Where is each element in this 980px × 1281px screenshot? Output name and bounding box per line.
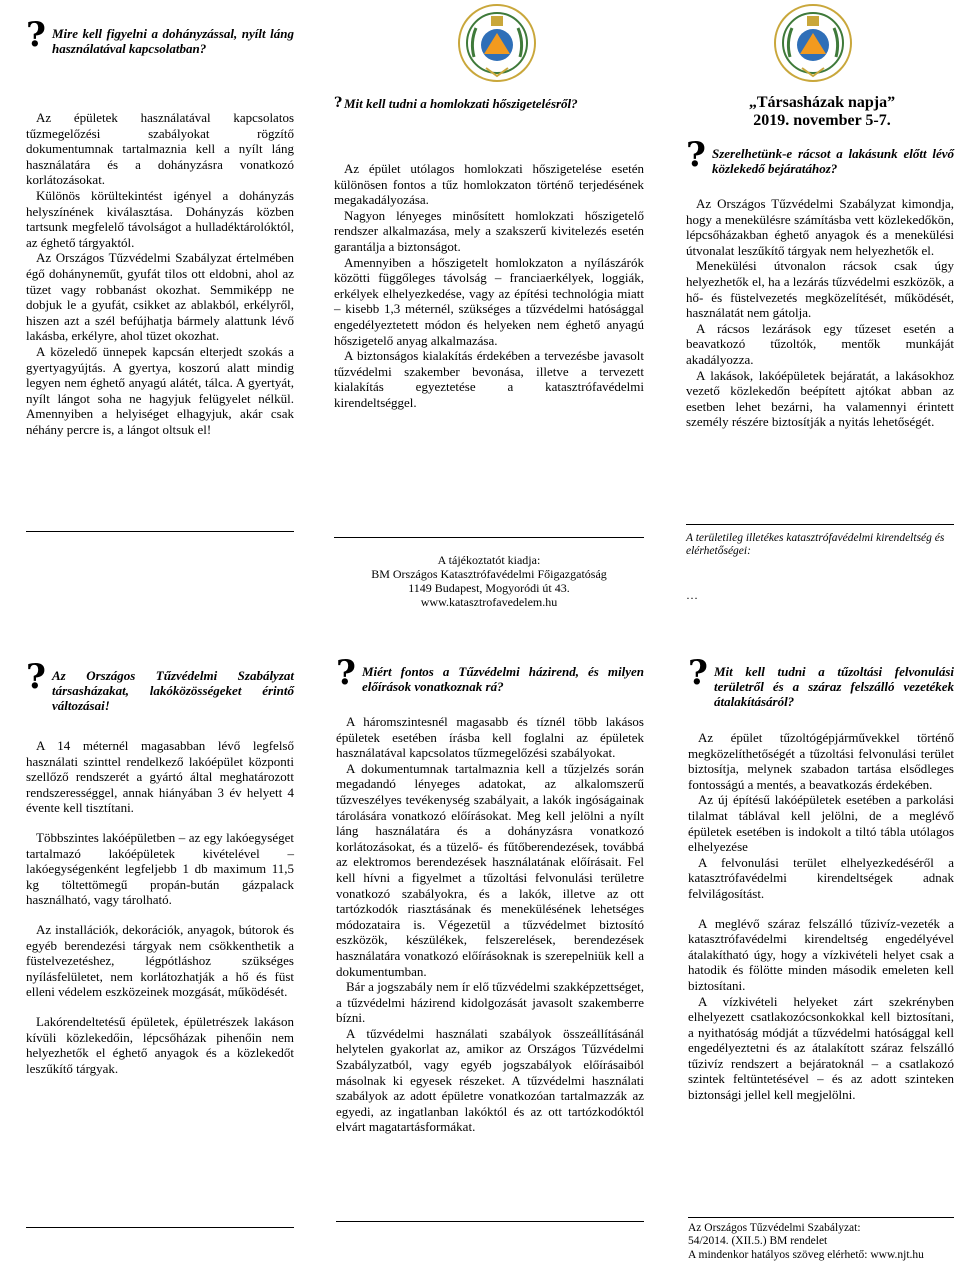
paragraph: A meglévő száraz felszálló tűzivíz-vezeték a katasztrófavédelmi kirendeltség engedélyével átalakítható úgy, hogy a vízkivételi helyet csak a hatodik és fölötte minden második emeleten kell biztosítani. <box>688 915 954 993</box>
paragraph: A háromszintesnél magasabb és tíznél több lakásos épületek esetében írásba kell foglalni az épületek használatával kapcsolatos tűzmegelőzési szabályokat. <box>336 714 644 761</box>
paragraph: A vízkivételi helyeket zárt szekrényben elhelyezett csatlakozócsonkokkal kell biztosítani, a nyithatóság módját a tűzvédelmi hatósággal kell engedélyeztetni és az átalakított száraz felszálló tűzivíz rendszert a bejáratoknál – a csatlakozó szintek feltüntetésével – és az adott szinteken biztonsági jellel kell megjelölni. <box>688 993 954 1103</box>
publisher-info: A tájékoztatót kiadja: BM Országos Katasztrófavédelmi Főigazgatóság 1149 Budapest, Mogyoródi út 43. www.katasztrofavedelem.hu <box>371 553 607 609</box>
paragraph: Különös körültekintést igényel a dohányzás helyszínének kiválasztása. Dohányzás közben tartsunk megfelelő távolságot a hulladéktárolóktól, az éghető tárgyaktól. <box>26 187 294 250</box>
paragraph: A tűzvédelmi használati szabályok összeállításánál helytelen gyakorlat az, amikor az Országos Tűzvédelmi Szabályzatból, vagy egyéb jogszabályok előírásaiból másolnak ki egyesek részeket. A tűzvédelmi használati szabályok az adott épületre vonatkozóan tartalmazzák az egyedi, az ingatlanban lakóktól és az ott tartózkodóktól elvárt magatartásformákat. <box>336 1025 644 1135</box>
divider-line <box>686 524 954 525</box>
question-mark-icon: ? <box>686 135 706 175</box>
law-reference: Az Országos Tűzvédelmi Szabályzat: 54/2014. (XII.5.) BM rendelet A mindenkor hatályos szöveg elérhető: www.njt.hu <box>688 1222 924 1261</box>
panel-access-road <box>688 653 954 709</box>
ellipsis-placeholder: … <box>686 588 698 602</box>
panel-smoking <box>26 15 294 56</box>
panel-grille-body <box>686 196 954 430</box>
disaster-management-emblem-icon <box>772 2 854 84</box>
question-grille: ? Szerelhetünk-e rácsot a lakásunk előtt lévő közlekedő bejáratához? <box>686 135 954 176</box>
paragraph: Az épületek használatával kapcsolatos tűzmegelőzési szabályokat rögzítő dokumentumnak tartalmaznia kell a nyílt láng használatára és a dohányzásra vonatkozó korlátozásokat. <box>26 110 294 188</box>
paragraph: A 14 méternél magasabban lévő legfelső használati szinttel rendelkező lakóépület központi szellőző rendszerét a gyártó által meghatározott rendszerességgel, annak hiányában 3 év helyett 4 évente kell tisztítani. <box>26 738 294 816</box>
divider-line <box>26 531 294 532</box>
paragraph: Az Országos Tűzvédelmi Szabályzat kimondja, hogy a menekülésre számításba vett közlekedőkön, lépcsőházakban éghető anyagok és a menekülési útvonalat leszűkítő tárgyak nem helyezhetők el. <box>686 196 954 258</box>
question-mark-icon: ? <box>26 657 46 697</box>
panel-house-rules-body <box>336 714 644 1135</box>
paragraph: Menekülési útvonalon rácsok csak úgy helyezhetők el, ha a lezárás tűzvédelmi eszközök, a hő- és füstelvezetés megközelítését, működését, használatát nem gátolja. <box>686 258 954 321</box>
contact-note: A területileg illetékes katasztrófavédelmi kirendeltség és elérhetőségei: <box>686 532 945 557</box>
panel-insulation-body <box>334 161 644 411</box>
paragraph: A dokumentumnak tartalmaznia kell a tűzjelzés során megadandó lényeges adatokat, az alkalomszerű tűzveszélyes tevékenység szabályait, a lakók ingóságainak tárolására vonatkozó előírásokat. Meg kell jelölni a nyílt láng használatára és a dohányzásra vonatkozó korlátozásokat, és a tüzelő- és fűtőberendezések, továbbá az elektromos berendezések használatának előírásait. Fel kell hívni a figyelmet a tűzoltási felvonulási területre vonatkozó szabályokra, és a lakók, illetve az ott tartózkodók riasztásának és menekülésének lehetséges módozataira is. Végezetül a tűzvédelmet biztosító eszközök, készülékek, felszerelések, berendezések használatára vonatkozó előírásoknak is szerepelniük kell a dokumentumban. <box>336 760 644 979</box>
paragraph: Bár a jogszabály nem ír elő tűzvédelmi szakképzettséget, a tűzvédelmi házirend kidolgozását javasolt szakemberre bízni. <box>336 979 644 1026</box>
panel-regulation-changes <box>26 657 294 713</box>
panel-smoking-body <box>26 110 294 437</box>
event-title: „Társasházak napja” 2019. november 5-7. <box>748 94 896 129</box>
question-regulation-changes: ? Az Országos Tűzvédelmi Szabályzat társasházakat, lakóközösségeket érintő változásai! <box>26 657 294 713</box>
panel-grille <box>686 135 954 176</box>
paragraph: Nagyon lényeges minősített homlokzati hőszigetelő rendszer alkalmazása, mely a szakszerű kivitelezés esetén garantálja a biztonságot. <box>334 207 644 254</box>
question-mark-icon: ? <box>688 653 708 693</box>
panel-regulation-changes-body <box>26 738 294 1076</box>
question-mark-icon: ? <box>336 653 356 693</box>
paragraph: A rácsos lezárások egy tűzeset esetén a beavatkozó tűzoltók, mentők munkáját akadályozza. <box>686 320 954 367</box>
paragraph: Az installációk, dekorációk, anyagok, bútorok és egyéb berendezési tárgyak nem csökkenthetik a füstelvezetéshez, légpótláshoz szükséges nyílásfelületet, nem korlátozhatják a hő és füst elleni védelem eszközeinek mozgását, működését. <box>26 921 294 1000</box>
panel-access-road-body <box>688 730 954 1103</box>
question-house-rules: ? Miért fontos a Tűzvédelmi házirend, és milyen előírások vonatkoznak rá? <box>336 653 644 694</box>
paragraph: A biztonságos kialakítás érdekében a tervezésbe javasolt tűzvédelmi szakember bevonása, illetve a tervezett kialakítás egyeztetése a katasztrófavédelmi kirendeltséggel. <box>334 348 644 410</box>
question-mark-icon: ? <box>334 95 343 111</box>
disaster-management-emblem-icon <box>456 2 538 84</box>
question-mark-icon: ? <box>26 15 46 55</box>
divider-line <box>334 537 644 538</box>
divider-line <box>26 1227 294 1228</box>
paragraph: Az új építésű lakóépületek esetében a parkolási tilalmat táblával kell jelölni, de a meglévő épületek esetében is indokolt a tiltó tábla utólagos elhelyezése <box>688 792 954 855</box>
divider-line <box>688 1217 954 1218</box>
panel-insulation <box>334 96 602 111</box>
paragraph: Amennyiben a hőszigetelt homlokzaton a nyílászárók közötti függőleges távolság – franciaerkélyek, loggiák, erkélyek elhelyezkedése, vagy az építési technológia miatt – kisebb 1,3 méternél, szükséges a tűzvédelmi hatósággal engedélyeztetett módon és helyeken nem éghető anyagú hőszigetelő anyag alkalmazása. <box>334 254 644 348</box>
paragraph: Az épület utólagos homlokzati hőszigetelése esetén különösen fontos a tűz homlokzaton történő terjedésének megakadályozása. <box>334 161 644 208</box>
divider-line <box>336 1221 644 1222</box>
paragraph: Az Országos Tűzvédelmi Szabályzat értelmében égő dohányneműt, gyufát tilos ott eldobni, ahol az tüzet vagy robbanást okozhat. Semmiképp ne dobjuk le a gyufát, csikket az ablakból, erkélyről, hiszen azt a szél befújhatja bármely alattunk lévő lakásba, erkélyre, ahol tüzet okozhat. <box>26 250 294 344</box>
paragraph: A felvonulási terület elhelyezkedéséről a katasztrófavédelmi kirendeltségek adnak felvilágosítást. <box>688 854 954 901</box>
paragraph: Lakórendeltetésű épületek, épületrészek lakáson kívüli közlekedőin, lépcsőházak pihenőin nem helyezhetők el éghető anyagok és a közlekedőt leszűkítő tárgyak. <box>26 1013 294 1076</box>
paragraph: A közeledő ünnepek kapcsán elterjedt szokás a gyertyagyújtás. A gyertya, koszorú alatt mindig legyen nem éghető anyagú alátét, tálca. A gyertyát, nyílt lángot soha ne hagyjuk felügyelet nélkül. Amennyiben a helyiséget elhagyjuk, akár csak néhány percre is, a lángot oltsuk el! <box>26 343 294 437</box>
paragraph: Az épület tűzoltógépjárművekkel történő megközelíthetőségét a tűzoltási felvonulási terület biztosítja, melynek szabadon tartása elsődleges fontosságú a mentés, a beavatkozás érdekében. <box>688 730 954 792</box>
panel-house-rules <box>336 653 644 694</box>
question-insulation: ? Mit kell tudni a homlokzati hőszigetelésről? <box>334 95 578 111</box>
paragraph: A lakások, lakóépületek bejáratát, a lakásokhoz vezető közlekedőn beépített ajtókat abban az esetben lehet bezárni, ha valamennyi érintett személy részére biztosítják a nyitás lehetőségét. <box>686 367 954 430</box>
paragraph: Többszintes lakóépületben – az egy lakóegységet tartalmazó lakóépületek kivételével – lakóegységenként legfeljebb 1 db maximum 11,5 kg töltettömegű propán-bután gázpalack használható, vagy tárolható. <box>26 829 294 908</box>
question-smoking: ? Mire kell figyelni a dohányzással, nyílt láng használatával kapcsolatban? <box>26 15 294 56</box>
question-access-road: ? Mit kell tudni a tűzoltási felvonulási területről és a száraz felszálló vezetékek átalakításáról? <box>688 653 954 709</box>
